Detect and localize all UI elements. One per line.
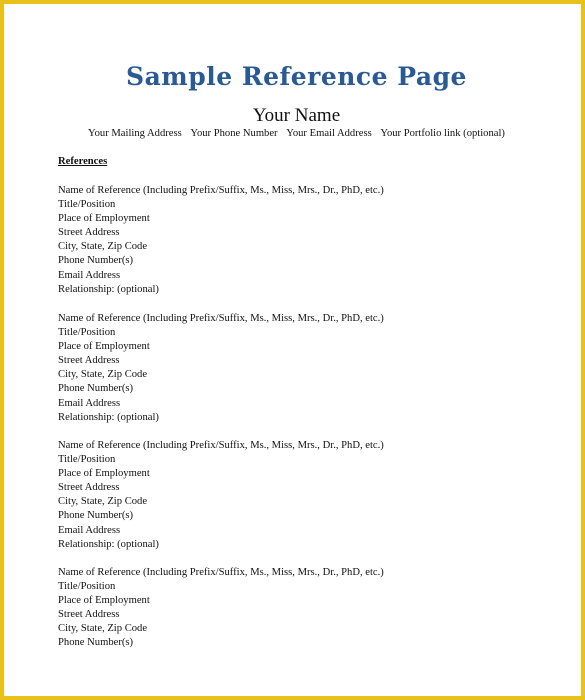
reference-street: Street Address	[58, 227, 120, 239]
reference-street: Street Address	[58, 355, 120, 367]
section-heading: References	[58, 156, 108, 167]
reference-block	[58, 312, 384, 425]
reference-block	[58, 439, 384, 552]
email-address: Your Email Address	[286, 128, 372, 139]
reference-city: City, State, Zip Code	[58, 369, 148, 381]
reference-email: Email Address	[58, 524, 121, 536]
reference-email: Email Address	[58, 269, 121, 281]
reference-email: Email Address	[58, 397, 121, 409]
reference-employment: Place of Employment	[58, 213, 150, 225]
reference-city: City, State, Zip Code	[58, 623, 148, 635]
reference-title: Title/Position	[58, 454, 116, 466]
reference-city: City, State, Zip Code	[58, 496, 148, 508]
reference-name: Name of Reference (Including Prefix/Suffix, Ms., Miss, Mrs., Dr., PhD, etc.)	[58, 440, 384, 451]
reference-employment: Place of Employment	[58, 595, 150, 607]
reference-relationship: Relationship: (optional)	[58, 283, 159, 295]
reference-name: Name of Reference (Including Prefix/Suffix, Ms., Miss, Mrs., Dr., PhD, etc.)	[58, 185, 384, 196]
reference-phone: Phone Number(s)	[58, 510, 134, 522]
contact-line	[4, 128, 585, 139]
reference-employment: Place of Employment	[58, 341, 150, 353]
document-title: Sample Reference Page	[126, 62, 467, 91]
reference-phone: Phone Number(s)	[58, 383, 134, 395]
reference-title: Title/Position	[58, 581, 116, 593]
your-name: Your Name	[252, 105, 341, 126]
reference-relationship: Relationship: (optional)	[58, 538, 159, 550]
reference-street: Street Address	[58, 609, 120, 621]
reference-title: Title/Position	[58, 199, 116, 211]
reference-phone: Phone Number(s)	[58, 255, 134, 267]
reference-relationship: Relationship: (optional)	[58, 411, 159, 423]
reference-street: Street Address	[58, 482, 120, 494]
reference-block	[58, 566, 384, 651]
reference-employment: Place of Employment	[58, 468, 150, 480]
reference-name: Name of Reference (Including Prefix/Suffix, Ms., Miss, Mrs., Dr., PhD, etc.)	[58, 567, 384, 578]
reference-title: Title/Position	[58, 327, 116, 339]
reference-block	[58, 184, 384, 297]
reference-name: Name of Reference (Including Prefix/Suffix, Ms., Miss, Mrs., Dr., PhD, etc.)	[58, 313, 384, 324]
reference-city: City, State, Zip Code	[58, 241, 148, 253]
portfolio-link: Your Portfolio link (optional)	[380, 128, 505, 139]
phone-number: Your Phone Number	[190, 128, 278, 139]
reference-phone: Phone Number(s)	[58, 637, 134, 649]
mailing-address: Your Mailing Address	[88, 128, 182, 139]
